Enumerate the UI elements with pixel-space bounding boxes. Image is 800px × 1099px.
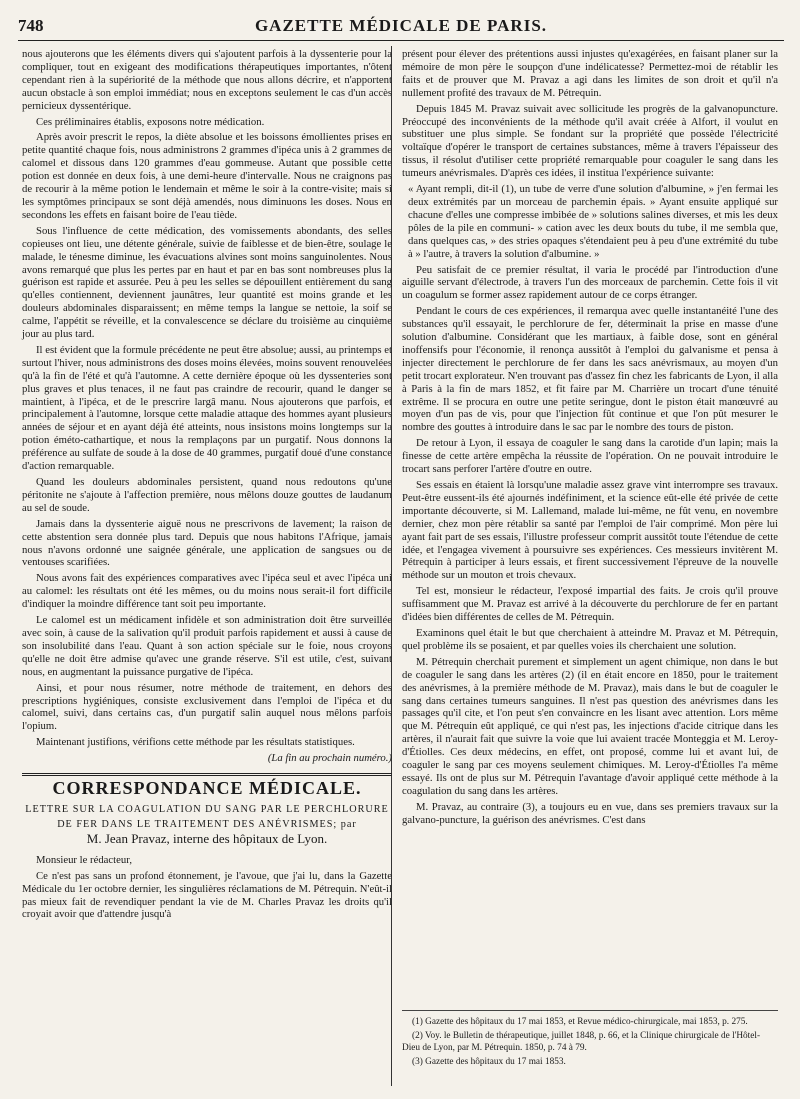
paragraph: Tel est, monsieur le rédacteur, l'exposé impartial des faits. Je crois qu'il prouve suffisamment que M. Pravaz est arrivé à la découverte du perchlorure de fer en partant d'idées bien différentes de celles de M. Pétrequin. (402, 585, 778, 624)
footnote: (1) Gazette des hôpitaux du 17 mai 1853, et Revue médico-chirurgicale, mai 1853, p. 275. (412, 1017, 748, 1027)
section-title: CORRESPONDANCE MÉDICALE. (52, 778, 362, 799)
paragraph: Ses essais en étaient là lorsqu'une maladie assez grave vint interrompre ses travaux. Peut-être eussent-ils été ajournés indéfiniment, et la science eût-elle été privée de cette importante découverte, si M. Lallemand, malade lui-même, ne fût venu, en novembre dernier, chez mon père rétablir sa santé par l'emploi de l'air comprimé. Mon père lui ayant fait part de ses essais, l'illustre professeur comprit aussitôt toute l'étendue de cette idée, et l'engagea vivement à poursuivre ses expériences. Ces messieurs invitèrent M. Pétrequin à participer à leurs essais, et firent successivement l'épreuve de la nouvelle méthode sur un mouton et trois chevaux. (402, 479, 778, 582)
paragraph: Ces préliminaires établis, exposons notre médication. (36, 115, 265, 128)
letter-title-line-1: LETTRE SUR LA COAGULATION DU SANG PAR LE PERCHLORURE (25, 803, 389, 815)
paragraph: M. Pétrequin cherchait purement et simplement un agent chimique, non dans le but de coaguler le sang dans les artères (2) (il en était encore en 1850, pour le traitement des anévrismes, à la première méthode de M. Pravaz), mais dans le but de coaguler le sang dans certaines tumeurs sanguines. Il n'est pas question des anévrismes dans les passages qu'il cite, et l'on peut s'en convaincre en les lisant avec attention. Lors même que M. Pétrequin eût appliqué, ce qui n'est pas, les injections d'acide citrique dans les artères, il n'aurait fait que suivre la voie que lui avaient tracée Monteggia et M. Leroy-d'Étiolles. Ces deux médecins, en effet, ont proposé, comme lui et avant lui, de coaguler le sang par ces moyens seulement chimiques. M. Leroy-d'Étiolles l'a même essayé. Ils ont de plus sur M. Pétrequin l'avantage d'avoir appliqué cette méthode à la coagulation du sang dans les artères. (402, 655, 778, 797)
paragraph: Quand les douleurs abdominales persistent, quand nous redoutons qu'une péritonite ne s'ajoute à l'affection première, nous mêlons douze gouttes de laudanum au sel de soude. (22, 476, 392, 514)
paragraph: Pendant le cours de ces expériences, il remarqua avec quelle instantanéité l'une des substances qu'il essayait, le perchlorure de fer, déterminait la prise en masse d'une solution d'albumine. Considérant que les martiaux, à faible dose, sont en général inoffensifs pour l'économie, il renonça aussitôt à l'emploi du galvanisme et pensa à injecter directement le perchlorure de fer dans les sacs anévrismaux, au moyen d'un petit trocart explorateur. N'en trouvant pas d'assez fin chez les fabricants de Lyon, il alla à Paris à la fin de mars 1852, et fit faire par M. Charrière un trocart d'une ténuité extrême. Il se procura en outre une petite seringue, dont le piston était manœuvré au moyen d'un pas de vis, pour que l'injection fût continue et que l'on pût mesurer le nombre des gouttes à introduire dans le sac par le nombre des tours de piston. (402, 305, 778, 434)
footnote: (3) Gazette des hôpitaux du 17 mai 1853. (412, 1057, 566, 1067)
letter-author: M. Jean Pravaz, interne des hôpitaux de Lyon. (86, 830, 328, 846)
paragraph: Il est évident que la formule précédente ne peut être absolue; aussi, au printemps et surtout l'hiver, nous administrons des doses moins élevées, moins souvent renouvelées qu'à la fin de l'été et qu'à l'automne. A cette dernière époque où les dyssenteries sont plus graves et plus tenaces, il ne faut pas craindre de recourir, quand le danger se maintient, à l'ipéca, et de le prescrire largâ manu. Nous ajouterons que parfois, et principalement à l'automne, lorsque cette maladie attaque des hommes ayant plusieurs années de séjour et en ayant déjà été atteints, nous insistons moins longtemps sur la potion éméto-cathartique, et nous la remplaçons par un purgatif. Nous donnons la préférence au sulfate de soude à la dose de 40 grammes, purgatif doué d'une constance d'action remarquable. (22, 343, 393, 473)
paragraph: M. Pravaz, au contraire (3), a toujours eu en vue, dans ses premiers travaux sur la galvano-puncture, la guérison des anévrismes. C'est dans (402, 800, 778, 826)
paragraph: Nous avons fait des expériences comparatives avec l'ipéca seul et avec l'ipéca uni au calomel: les résultats ont été les mêmes, ou du moins nous serait-il fort difficile d'indiquer la moindre différence tant soit peu importante. (22, 572, 392, 611)
paragraph: Le calomel est un médicament infidèle et son administration doit être surveillée avec soin, à cause de la salivation qu'il produit parfois rapidement et aussi à cause de son insolubilité dans l'eau. Quant à son action spéciale sur le foie, nous croyons qu'elle ne doit être admise qu'avec une grande réserve. S'il est utile, c'est, suivant nous, en augmentant la puissance purgative de l'ipéca. (22, 614, 392, 678)
paragraph: Sous l'influence de cette médication, des vomissements abondants, des selles copieuses ont lieu, une détente générale, suivie de faiblesse et de bien-être, soulage le malade, le ténesme diminue, les évacuations alvines sont moins sanguinolentes. Nous avons remarqué que plus les pertes par en haut et par en bas sont nombreuses plus la guérison est rapide et assurée. Peu à peu les selles se dépouillent entièrement du sang qu'elles contiennent, deviennent jaunâtres, leur quantité est moins grande et les douleurs abdominales disparaissent; en même temps la langue se nettoie, la soif se calme, l'appétit se réveille, et la convalescence se déclare du troisième au cinquième jour au plus tard. (22, 224, 392, 341)
continuation-note: (La fin au prochain numéro.) (267, 752, 392, 765)
right-column (402, 48, 778, 830)
left-column (22, 48, 392, 924)
paragraph: Depuis 1845 M. Pravaz suivait avec sollicitude les progrès de la galvanopuncture. Préoccupé des inconvénients de la méthode qu'il avait créée à Alfort, il voulut en substituer une plus simple. Se fondant sur la propriété que possède l'électricité voltaïque d'opérer le transport de certaines substances, même à travers l'épaisseur des tissus, il résolut d'utiliser cette propriété remarquable pour coaguler le sang dans les tumeurs anévrismales. D'après ces idées, il institua l'expérience suivante: (402, 102, 778, 180)
paragraph: De retour à Lyon, il essaya de coaguler le sang dans la carotide d'un lapin; mais la finesse de cette artère empêcha la réussite de l'opération. On ne pouvait introduire le trocart sans perforer l'artère d'outre en outre. (402, 437, 778, 476)
paragraph: Après avoir prescrit le repos, la diète absolue et les boissons émollientes prises en petite quantité chaque fois, nous administrons 2 grammes d'ipéca unis à 2 grammes de calomel et dissous dans 120 grammes d'eau gommeuse. Autant que possible cette potion est donnée en deux fois, à une demi-heure d'intervalle. Nous ne craignons pas de recourir à la même potion le lendemain et même le soir à la contre-visite; mais si les symptômes principaux se sont déjà amendés, nous diminuons les doses. Nous en secondons les effets en faisant boire de l'eau tiède. (22, 131, 392, 221)
paragraph: Maintenant justifions, vérifions cette méthode par les résultats statistiques. (36, 736, 355, 749)
paragraph: nous ajouterons que les éléments divers qui s'ajoutent parfois à la dyssenterie pour la compliquer, tout en exigeant des modifications thérapeutiques importantes, n'ôtent cependant rien à la supériorité de la méthode que nous allons décrire, et n'apportent aucun obstacle à son emploi immédiat; nous en exceptons seulement le cas d'un accès pernicieux dyssentérique. (22, 48, 392, 112)
section-rule (22, 773, 392, 776)
paragraph: Jamais dans la dyssenterie aiguë nous ne prescrivons de lavement; la raison de cette abstention sera donnée plus tard. Depuis que nous habitons l'Afrique, jamais nous n'avons ordonné une saignée générale, une application de sangsues ou de ventouses scarifiées. (22, 517, 392, 569)
running-header (18, 14, 784, 41)
footnote: (2) Voy. le Bulletin de thérapeutique, juillet 1848, p. 66, et la Clinique chirurgicale de l'Hôtel-Dieu de Lyon, par M. Pétrequin. 1850, p. 74 à 79. (402, 1031, 761, 1053)
salutation: Monsieur le rédacteur, (36, 853, 133, 866)
paragraph: présent pour élever des prétentions aussi injustes qu'exagérées, en faisant planer sur la mémoire de mon père le soupçon d'une indélicatesse? Permettez-moi de rétablir les faits et de prouver que M. Pravaz a agi dans les limites de son droit et qu'il n'a nullement profité des travaux de M. Pétrequin. (402, 48, 778, 99)
footnotes (402, 1010, 778, 1070)
letter-opening: Ce n'est pas sans un profond étonnement, je l'avoue, que j'ai lu, dans la Gazette Médicale du 1er octobre dernier, les singulières réclamations de M. Pétrequin. N'eût-il pas mieux fait de revendiquer pendant la vie de M. Charles Pravaz les droits qu'il croyait avoir que d'attendre jusqu'à (22, 869, 392, 921)
page-number: 748 (18, 16, 44, 35)
paragraph: Examinons quel était le but que cherchaient à atteindre M. Pravaz et M. Pétrequin, quel problème ils se posaient, et par quelles voies ils cherchaient une solution. (402, 626, 778, 652)
quotation: « Ayant rempli, dit-il (1), un tube de verre d'une solution d'albumine, » j'en fermai les deux extrémités par un morceau de parchemin épais. » Ayant ensuite appliqué sur chacune d'elles une compresse imbibée de » solutions salines diverses, et mis les deux pôles de la pile en communi- » cation avec les deux bouts du tube, il me sembla que, dans quelques cas, » des stries opaques s'étendaient peu à peu d'une extrémité du tube à » l'autre, à travers la solution d'albumine. » (408, 183, 778, 260)
paragraph: Ainsi, et pour nous résumer, notre méthode de traitement, en dehors des prescriptions hygiéniques, consiste exclusivement dans l'emploi de l'ipéca et du calomel, suivi, dans certains cas, d'un purgatif salin auquel nous mêlons parfois l'opium. (22, 681, 392, 733)
paragraph: Peu satisfait de ce premier résultat, il varia le procédé par l'introduction d'une aiguille servant d'électrode, à travers l'un des morceaux de parchemin. Cette fois il vit un coagulum se former assez rapidement autour de ce corps étranger. (402, 263, 778, 302)
journal-title: GAZETTE MÉDICALE DE PARIS. (254, 16, 548, 35)
letter-title-line-2: DE FER DANS LE TRAITEMENT DES ANÉVRISMES; par (57, 818, 357, 830)
